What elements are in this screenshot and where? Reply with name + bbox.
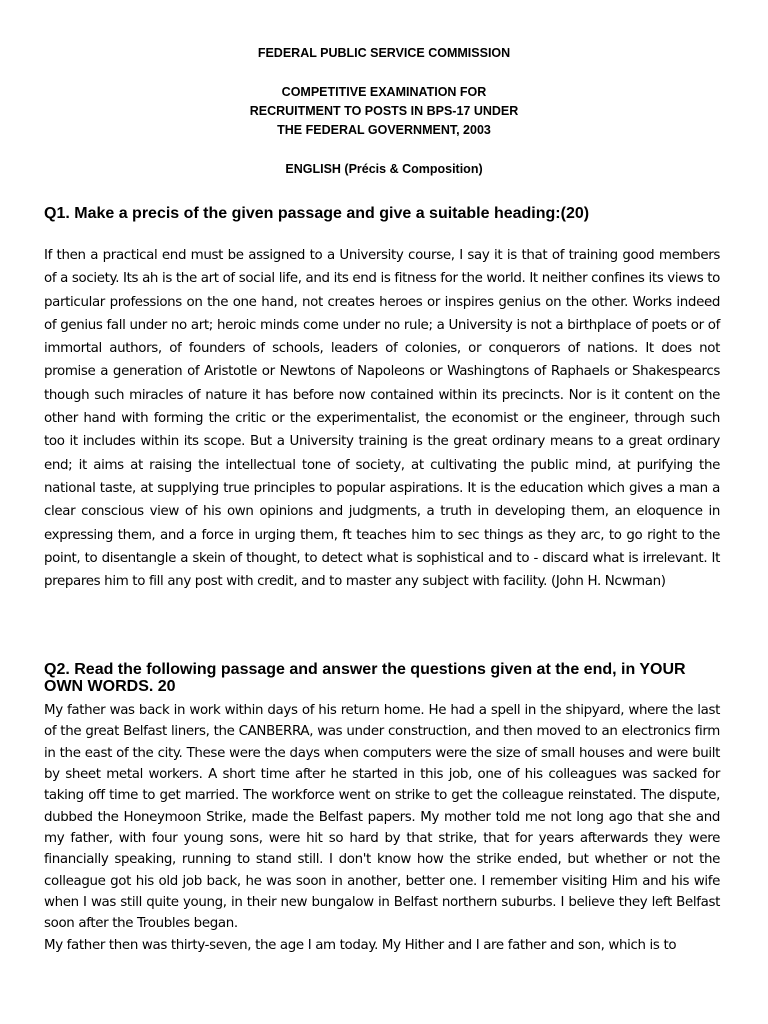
question-1-passage: If then a practical end must be assigned to a University course, I say it is that of training good members of a society. Its ah is the art of social life, and its end is fitness for the world. It neither confines its views to particular professions on the one hand, not creates heroes or inspires genius on the other. Works indeed of genius fall under no art; heroic minds come under no rule; a University is not a birthplace of poets or of immortal authors, of founders of schools, leaders of colonies, or conquerors of nations. It does not promise a generation of Aristotle or Newtons of Napoleons or Washingtons of Raphaels or Shakespearcs though such miracles of nature it has before now contained within its precincts. Nor is it content on the other hand with forming the critic or the experimentalist, the economist or the engineer, through such too it includes within its scope. But a University training is the great ordinary means to a great ordinary end; it aims at raising the intellectual tone of society, at cultivating the public mind, at purifying the national taste, at supplying true principles to popular aspirations. It is the education which gives a man a clear conscious view of his own opinions and judgments, a truth in developing them, an eloquence in expressing them, and a force in urging them, ft teaches him to sec things as they arc, to go right to the point, to disentangle a skein of thought, to detect what is sophistical and to - discard what is irrelevant. It prepares him to fill any post with credit, and to master any subject with facility. (John H. Ncwman) — [44, 248, 720, 590]
exam-title-line-3: THE FEDERAL GOVERNMENT, 2003 — [277, 123, 491, 137]
question-2-passage-continued: My father then was thirty-seven, the age I am today. My Hither and I are father and son, which is to — [44, 938, 677, 953]
exam-title-line-2: RECRUITMENT TO POSTS IN BPS-17 UNDER — [249, 104, 519, 118]
exam-title-line-1: COMPETITIVE EXAMINATION FOR — [281, 85, 487, 99]
question-2-heading: Q2. Read the following passage and answer the questions given at the end, in YOUR OWN WORDS. 20 — [44, 661, 686, 695]
question-1-heading: Q1. Make a precis of the given passage and give a suitable heading:(20) — [44, 205, 590, 222]
subject-title: ENGLISH (Précis & Composition) — [285, 162, 483, 176]
question-2-passage: My father was back in work within days of his return home. He had a spell in the shipyard, where the last of the great Belfast liners, the CANBERRA, was under construction, and then moved to an electronics firm in the east of the city. These were the days when computers were the size of small houses and were built by sheet metal workers. A short time after he started in this job, one of his colleagues was sacked for taking off time to get married. The workforce went on strike to get the colleague reinstated. The dispute, dubbed the Honeymoon Strike, made the Belfast papers. My mother told me not long ago that she and my father, with four young sons, were hit so hard by that strike, that for years afterwards they were financially speaking, running to stand still. I don't know how the strike ended, but whether or not the colleague got his old job back, he was soon in another, better one. I remember visiting Him and his wife when I was still quite young, in their new bungalow in Belfast northern suburbs. I believe they left Belfast soon after the Troubles began. — [44, 703, 720, 932]
commission-title: FEDERAL PUBLIC SERVICE COMMISSION — [257, 46, 511, 60]
